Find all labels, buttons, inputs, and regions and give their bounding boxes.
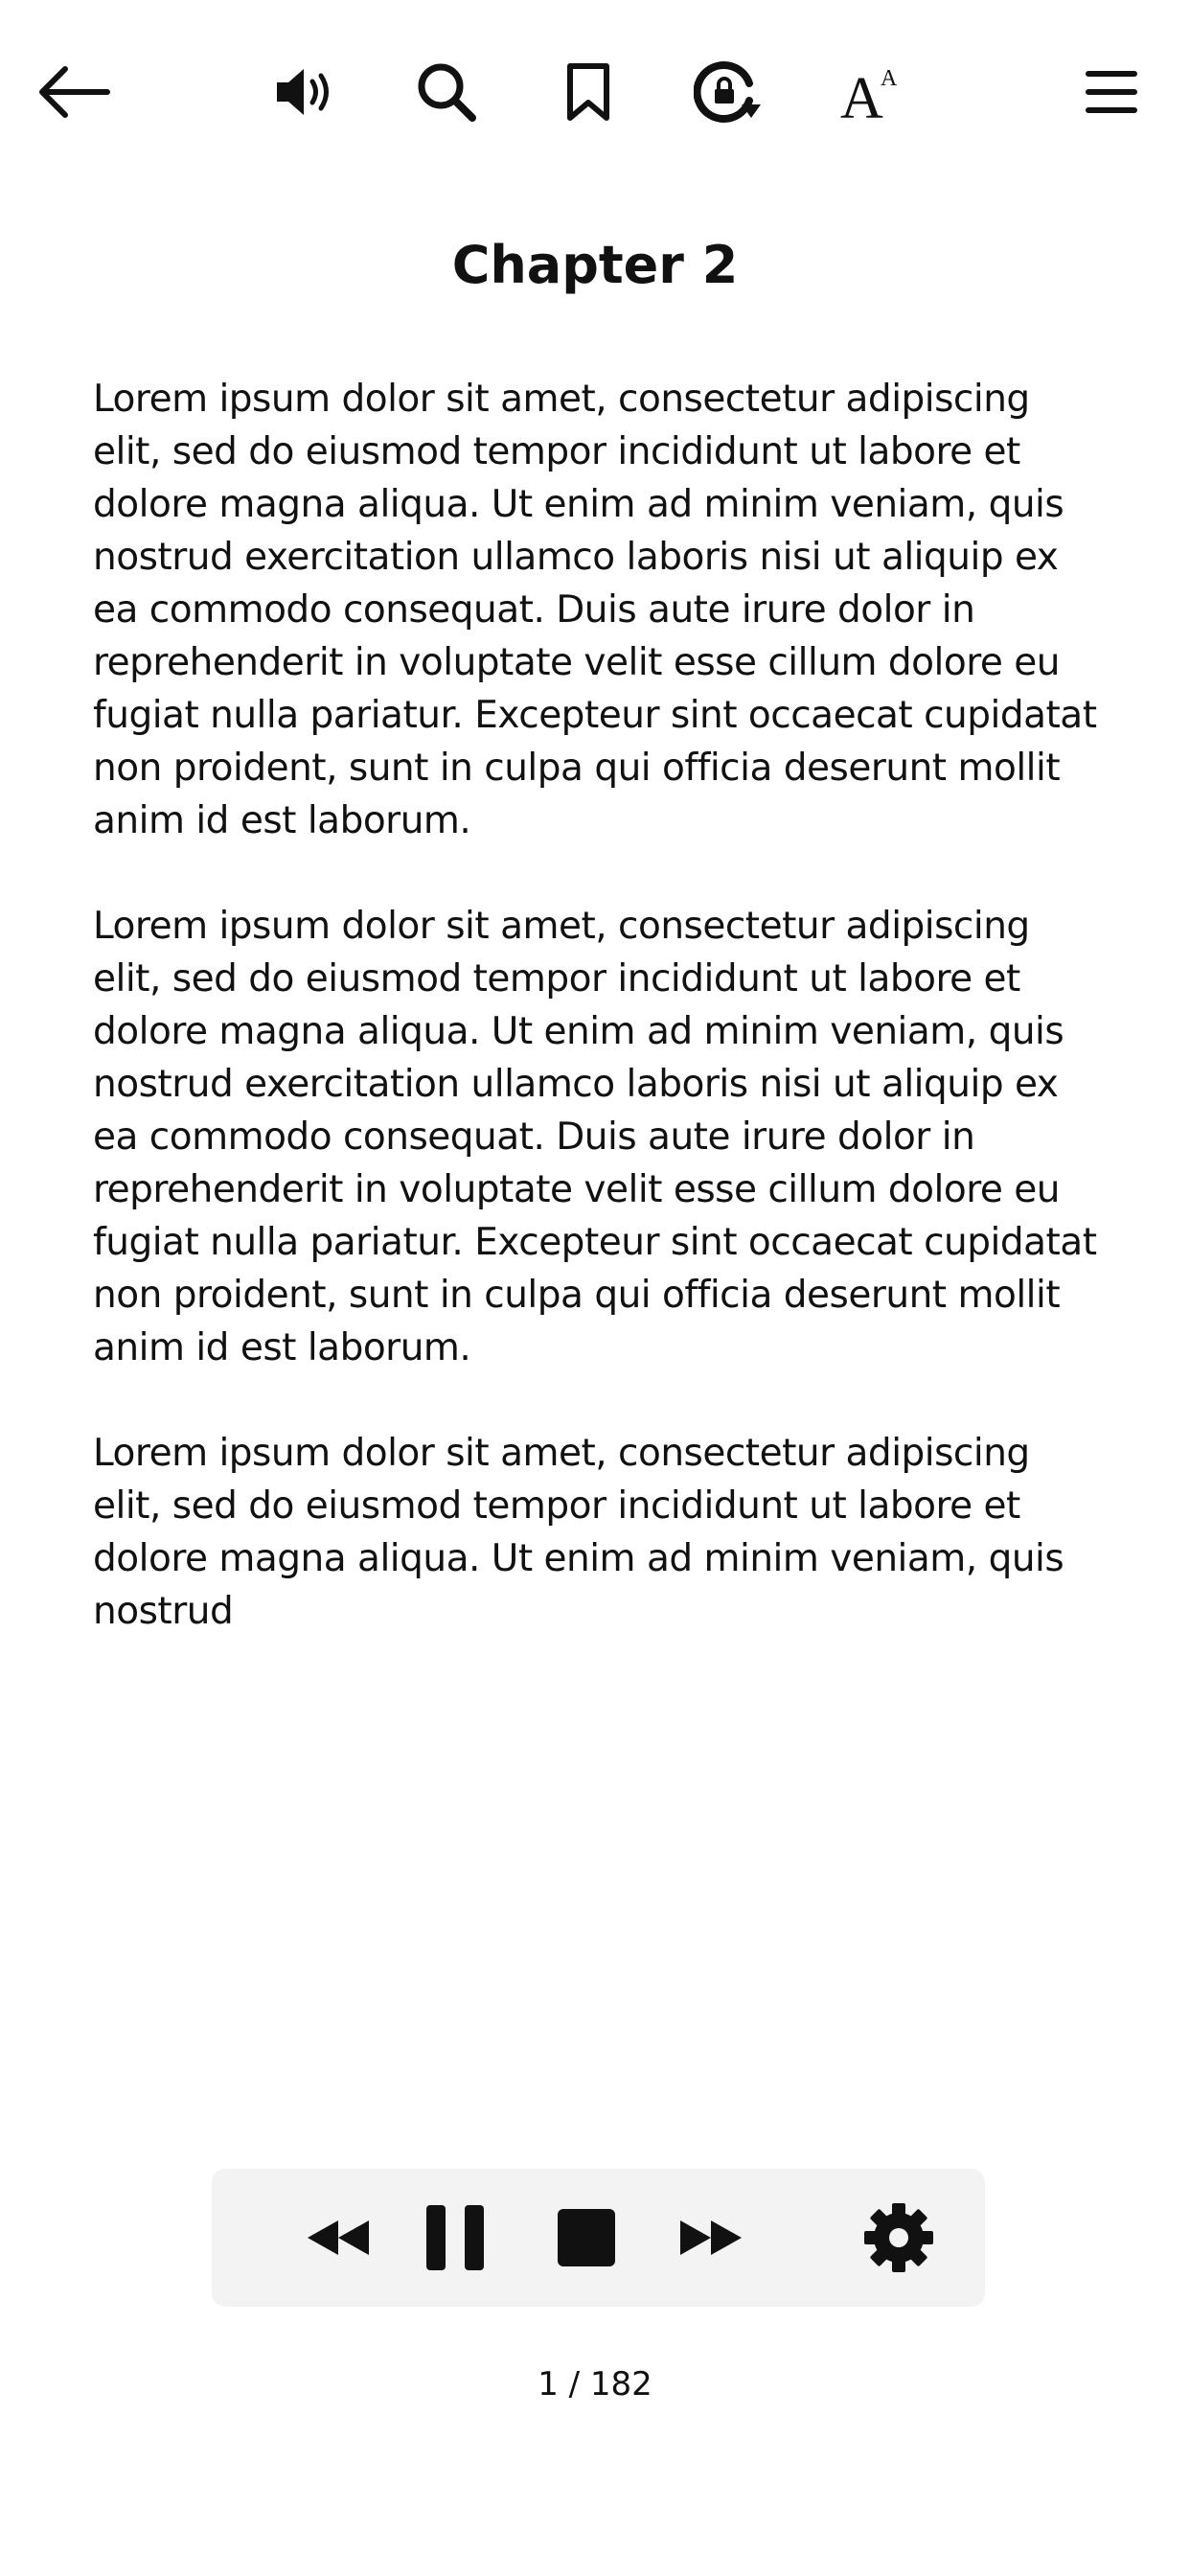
stop-button[interactable]: [538, 2190, 634, 2286]
paragraph: Lorem ipsum dolor sit amet, consectetur adipiscing elit, sed do eiusmod tempor incididunt ut labore et dolore magna aliqua. Ut enim ad minim veniam, quis nostrud: [93, 1432, 1064, 1633]
fast-forward-icon: [678, 2219, 744, 2257]
rotation-lock-icon: [694, 60, 763, 124]
svg-text:A: A: [840, 66, 883, 122]
font-size-icon: [838, 62, 902, 122]
font-size-button[interactable]: [824, 46, 916, 138]
gear-icon: [863, 2202, 934, 2273]
rotation-lock-button[interactable]: [682, 46, 774, 138]
menu-button[interactable]: [1065, 46, 1157, 138]
rewind-button[interactable]: [290, 2190, 386, 2286]
bookmark-icon: [564, 62, 612, 122]
fast-forward-button[interactable]: [663, 2190, 759, 2286]
paragraph: Lorem ipsum dolor sit amet, consectetur adipiscing elit, sed do eiusmod tempor incididunt ut labore et dolore magna aliqua. Ut enim ad minim veniam, quis nostrud exercitation ullamco laboris nisi ut aliquip ex ea commodo consequat. Duis aute irure dolor in reprehenderit in voluptate velit esse cillum dolore eu fugiat nulla pariatur. Excepteur sint occaecat cupidatat non proident, sunt in culpa qui officia deserunt mollit anim id est laborum.: [93, 905, 1097, 1369]
page-indicator: 1 / 182: [538, 2365, 652, 2404]
bookmark-button[interactable]: [542, 46, 634, 138]
audio-player-controls: [212, 2169, 985, 2307]
chapter-content: [93, 373, 1109, 1690]
pause-icon: [424, 2203, 486, 2272]
search-icon: [415, 60, 478, 124]
chapter-title: Chapter 2: [451, 235, 739, 295]
back-button[interactable]: [27, 46, 119, 138]
hamburger-menu-icon: [1085, 68, 1138, 116]
rewind-icon: [306, 2219, 371, 2257]
speaker-icon: [273, 63, 340, 121]
paragraph: Lorem ipsum dolor sit amet, consectetur adipiscing elit, sed do eiusmod tempor incididunt ut labore et dolore magna aliqua. Ut enim ad minim veniam, quis nostrud exercitation ullamco laboris nisi ut aliquip ex ea commodo consequat. Duis aute irure dolor in reprehenderit in voluptate velit esse cillum dolore eu fugiat nulla pariatur. Excepteur sint occaecat cupidatat non proident, sunt in culpa qui officia deserunt mollit anim id est laborum.: [93, 378, 1097, 842]
search-button[interactable]: [400, 46, 492, 138]
svg-text:A: A: [881, 66, 898, 91]
reader-toolbar: [0, 0, 1190, 182]
settings-button[interactable]: [851, 2190, 947, 2286]
arrow-left-icon: [34, 63, 111, 121]
stop-icon: [556, 2207, 617, 2268]
audio-button[interactable]: [261, 46, 353, 138]
pause-button[interactable]: [407, 2190, 503, 2286]
